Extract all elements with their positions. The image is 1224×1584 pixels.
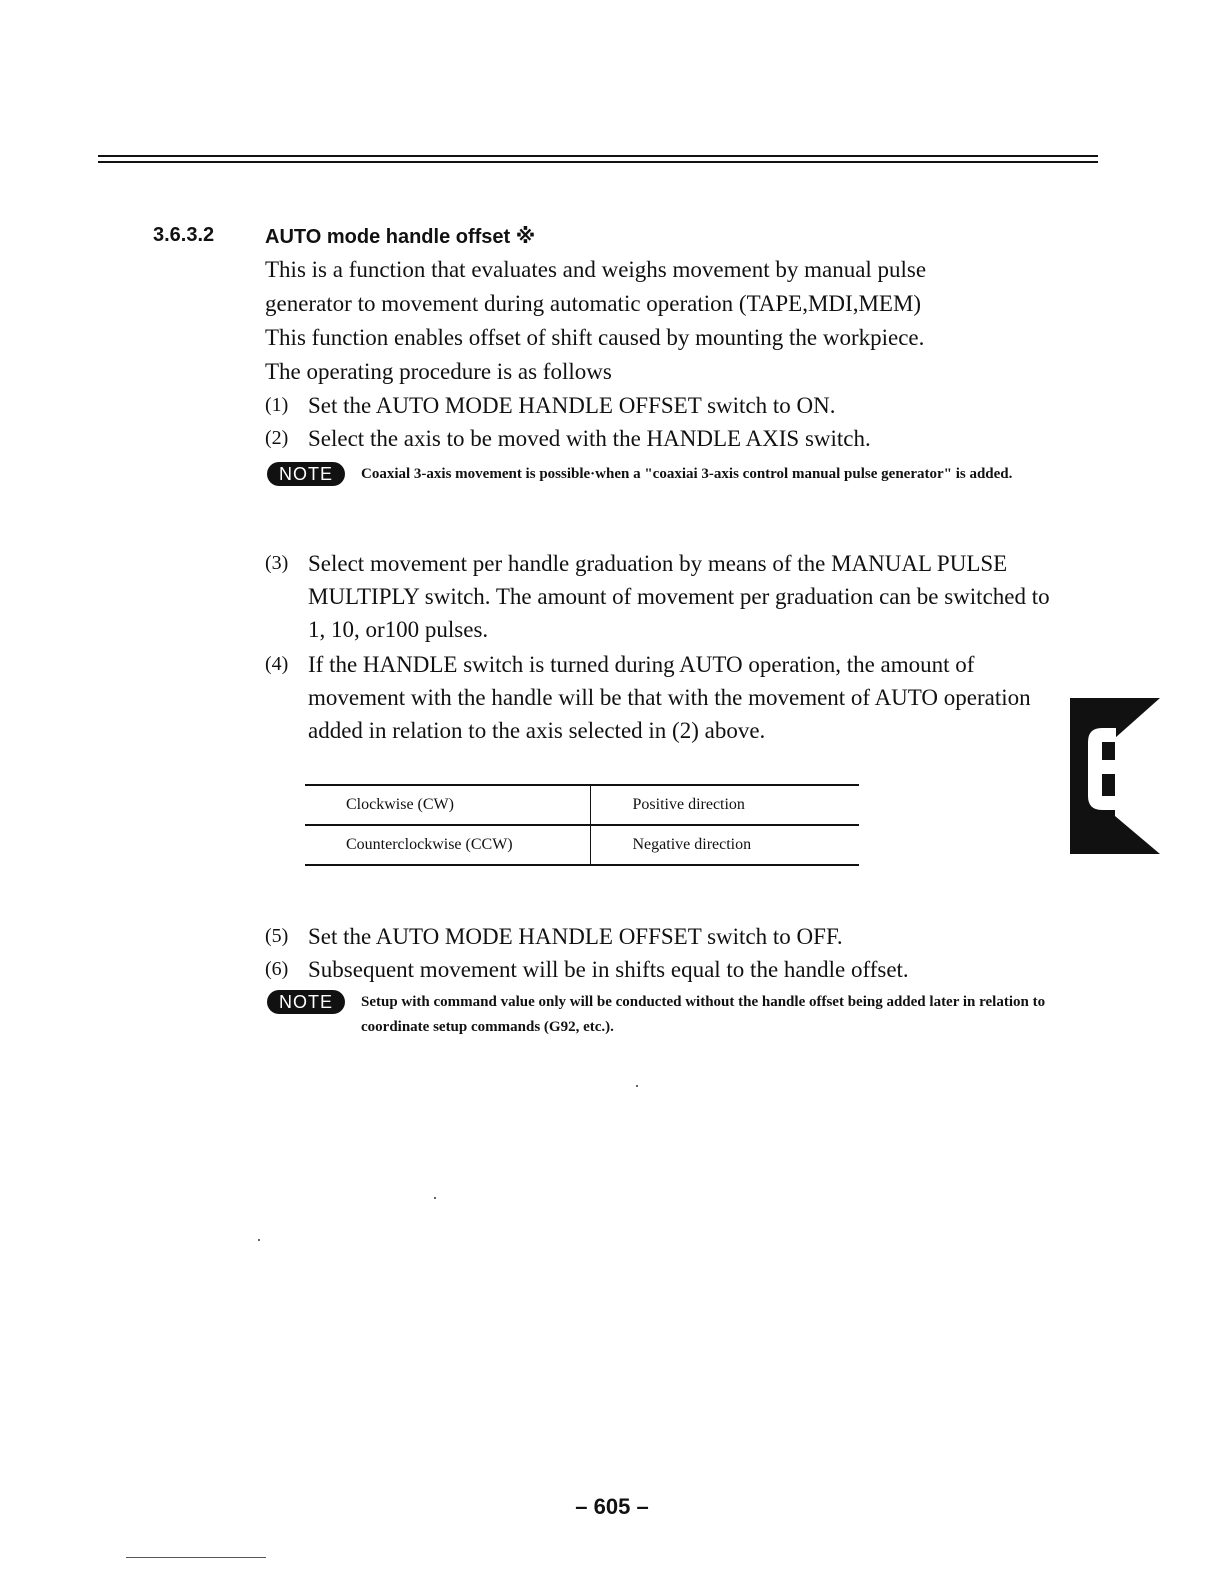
procedure-step <box>265 389 1050 422</box>
chapter-tab-icon <box>1070 698 1160 854</box>
direction-cell: Negative direction <box>590 825 859 865</box>
step-text: Select movement per handle graduation by means of the MANUAL PULSE MULTIPLY switch. The amount of movement per graduation can be switched to 1, 10, or100 pulses. <box>308 551 1050 642</box>
section-title: AUTO mode handle offset ※ <box>265 226 536 248</box>
step-number: (2) <box>265 427 289 449</box>
step-text: Set the AUTO MODE HANDLE OFFSET switch to OFF. <box>308 924 843 949</box>
step-number: (6) <box>265 958 289 980</box>
rotation-cell: Counterclockwise (CCW) <box>305 825 590 865</box>
intro-line: generator to movement during automatic operation (TAPE,MDI,MEM) <box>265 291 922 316</box>
scan-speck <box>636 1085 638 1087</box>
procedure-step <box>265 648 1050 747</box>
step-text: Select the axis to be moved with the HANDLE AXIS switch. <box>308 426 871 451</box>
scan-speck <box>258 1239 260 1241</box>
footer-rule <box>126 1557 266 1558</box>
table-row <box>305 785 859 825</box>
procedure-step <box>265 422 1050 455</box>
header-rule-bottom <box>98 161 1098 163</box>
page-number: – 605 – <box>575 1494 649 1519</box>
step-number: (1) <box>265 394 289 416</box>
table-row <box>305 825 859 865</box>
step-number: (3) <box>265 552 289 574</box>
procedure-step <box>265 547 1050 646</box>
note-badge: NOTE <box>267 462 345 486</box>
note-text: Coaxial 3-axis movement is possible·when a "coaxiai 3-axis control manual pulse generator" is added. <box>361 466 1013 482</box>
direction-cell: Positive direction <box>590 785 859 825</box>
step-number: (5) <box>265 925 289 947</box>
procedure-step <box>265 920 1050 953</box>
handle-direction-table <box>305 784 859 866</box>
note-badge: NOTE <box>267 990 345 1014</box>
intro-line: This function enables offset of shift caused by mounting the workpiece. <box>265 325 925 350</box>
intro-line: This is a function that evaluates and weighs movement by manual pulse <box>265 257 927 282</box>
note-text: Setup with command value only will be conducted without the handle offset being added later in relation to coordinate setup commands (G92, etc.). <box>361 994 1046 1035</box>
step-text: If the HANDLE switch is turned during AUTO operation, the amount of movement with the handle will be that with the movement of AUTO operation added in relation to the axis selected in (2) above. <box>308 652 1031 743</box>
scan-speck <box>434 1197 436 1199</box>
step-number: (4) <box>265 653 289 675</box>
rotation-cell: Clockwise (CW) <box>305 785 590 825</box>
intro-line: The operating procedure is as follows <box>265 359 612 384</box>
procedure-step <box>265 953 1050 986</box>
step-text: Subsequent movement will be in shifts equal to the handle offset. <box>308 957 909 982</box>
note-block <box>267 462 1057 487</box>
note-block <box>267 990 1057 1040</box>
step-text: Set the AUTO MODE HANDLE OFFSET switch to ON. <box>308 393 836 418</box>
section-number: 3.6.3.2 <box>153 224 215 246</box>
header-rule-top <box>98 155 1098 157</box>
